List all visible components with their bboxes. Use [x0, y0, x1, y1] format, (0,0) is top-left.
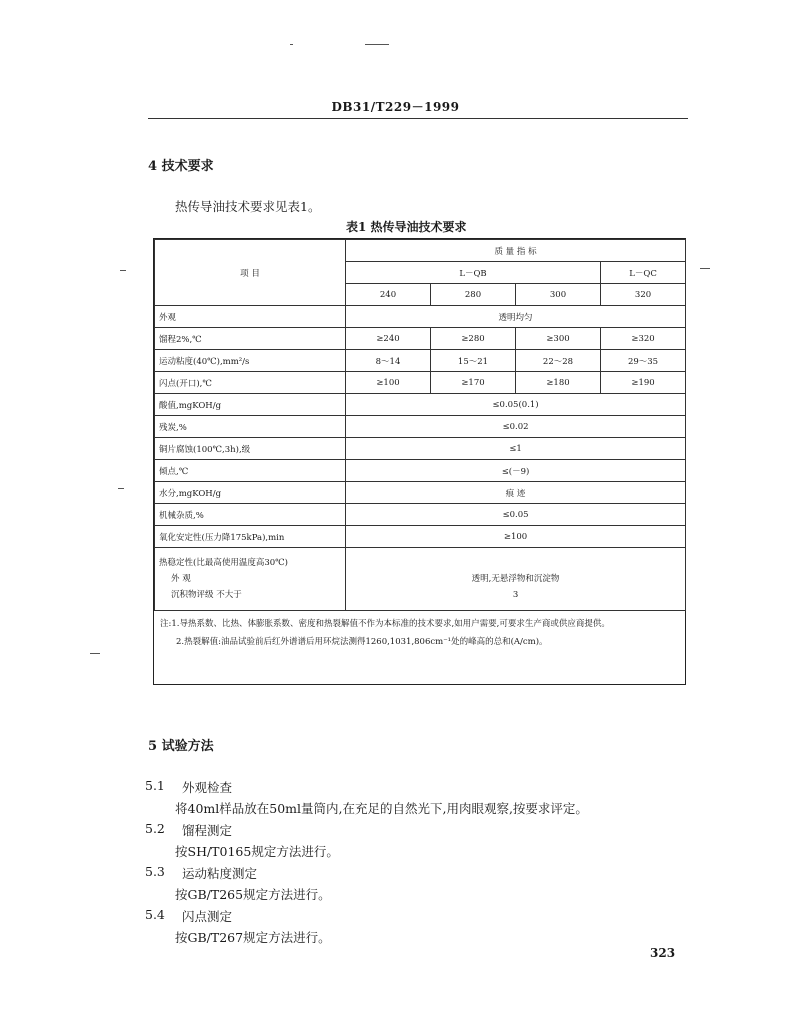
- appearance-label: 外 观: [171, 574, 191, 584]
- row-value: ≥170: [431, 372, 516, 394]
- table-row: [155, 416, 686, 438]
- row-value: 透明均匀: [346, 306, 686, 328]
- row-value: ≤0.02: [346, 416, 686, 438]
- row-value: 29～35: [601, 350, 686, 372]
- subgrade: 280: [431, 284, 516, 306]
- subsection-text: 按SH/T0165规定方法进行。: [175, 844, 339, 859]
- table-caption: 表1 热传导油技术要求: [346, 220, 467, 234]
- row-value: 22～28: [516, 350, 601, 372]
- table-row: [155, 548, 686, 611]
- row-value: 15～21: [431, 350, 516, 372]
- table-notes: [154, 611, 685, 649]
- row-label: 运动粘度(40℃),mm²/s: [155, 350, 346, 372]
- row-label: 水分,mgKOH/g: [155, 482, 346, 504]
- row-label: 残炭,%: [155, 416, 346, 438]
- page-number: 323: [650, 946, 676, 960]
- subsection-number: 5.2: [145, 821, 165, 836]
- table-row: [155, 526, 686, 548]
- grade-qc: L－QC: [601, 262, 686, 284]
- item-header: 项 目: [155, 240, 346, 306]
- table-row: [155, 394, 686, 416]
- row-label: 闪点(开口),℃: [155, 372, 346, 394]
- subsection-title: 运动粘度测定: [182, 866, 258, 881]
- header-divider: [148, 118, 688, 119]
- section-4-title: 4 技术要求: [148, 159, 214, 174]
- subsection-title: 馏程测定: [182, 823, 233, 838]
- row-label: 机械杂质,%: [155, 504, 346, 526]
- row-label: 外观: [155, 306, 346, 328]
- row-label: 倾点,℃: [155, 460, 346, 482]
- table-row: [155, 482, 686, 504]
- scan-speck: [365, 44, 389, 45]
- table-row: [155, 438, 686, 460]
- row-value: ≥300: [516, 328, 601, 350]
- subsection-text: 按GB/T265规定方法进行。: [175, 887, 331, 902]
- row-value: ≥240: [346, 328, 431, 350]
- row-value: ≤0.05(0.1): [346, 394, 686, 416]
- subsection-number: 5.1: [145, 778, 165, 793]
- scan-speck: [90, 653, 100, 654]
- thermal-stability-label: [155, 548, 346, 611]
- row-value: ≤0.05: [346, 504, 686, 526]
- table-note: 2.热裂解值:油品试验前后红外谱谱后用环烷法测得1260,1031,806cm⁻¹处的峰高的总和(A/cm)。: [176, 637, 548, 647]
- subsection-text: 将40ml样品放在50ml量筒内,在充足的自然光下,用肉眼观察,按要求评定。: [175, 801, 588, 816]
- appearance-value: 透明,无悬浮物和沉淀物: [471, 574, 560, 584]
- subgrade: 240: [346, 284, 431, 306]
- table-row: [155, 372, 686, 394]
- requirements-table: [153, 238, 686, 685]
- table-row: [155, 350, 686, 372]
- subsection-title: 闪点测定: [182, 909, 233, 924]
- quality-header: 质 量 指 标: [346, 240, 686, 262]
- scan-speck: [118, 488, 124, 489]
- subsection-number: 5.4: [145, 907, 165, 922]
- row-value: ≤(－9): [346, 460, 686, 482]
- table-row: [155, 504, 686, 526]
- scan-speck: [120, 270, 126, 271]
- row-value: ≥100: [346, 372, 431, 394]
- row-label: 酸值,mgKOH/g: [155, 394, 346, 416]
- row-label: 馏程2%,℃: [155, 328, 346, 350]
- row-label: 铜片腐蚀(100℃,3h),级: [155, 438, 346, 460]
- table-row: [155, 328, 686, 350]
- scan-speck: [700, 268, 710, 269]
- sediment-value: 3: [512, 590, 519, 600]
- row-value: ≤1: [346, 438, 686, 460]
- table-note: 注:1.导热系数、比热、体膨胀系数、密度和热裂解值不作为本标准的技术要求,如用户需要,可要求生产商或供应商提供。: [160, 619, 610, 629]
- row-value: ≥280: [431, 328, 516, 350]
- row-value: ≥190: [601, 372, 686, 394]
- section-5-title: 5 试验方法: [148, 739, 214, 754]
- thermal-stability-values: [346, 548, 686, 611]
- subgrade: 320: [601, 284, 686, 306]
- table-row: [155, 306, 686, 328]
- subsection-text: 按GB/T267规定方法进行。: [175, 930, 331, 945]
- row-value: 痕 迹: [346, 482, 686, 504]
- sediment-label: 沉积物评级 不大于: [171, 590, 242, 600]
- grade-qb: L－QB: [346, 262, 601, 284]
- row-value: ≥180: [516, 372, 601, 394]
- row-label: 氧化安定性(压力降175kPa),min: [155, 526, 346, 548]
- row-value: ≥320: [601, 328, 686, 350]
- row-value: ≥100: [346, 526, 686, 548]
- section-4-intro: 热传导油技术要求见表1。: [175, 199, 321, 214]
- thermal-stability-title: 热稳定性(比最高使用温度高30℃): [159, 558, 288, 568]
- subsection-number: 5.3: [145, 864, 165, 879]
- scan-speck: [290, 44, 293, 45]
- subgrade: 300: [516, 284, 601, 306]
- row-value: 8～14: [346, 350, 431, 372]
- table-row: [155, 460, 686, 482]
- standard-code: DB31/T229－1999: [331, 100, 460, 114]
- subsection-title: 外观检查: [182, 780, 233, 795]
